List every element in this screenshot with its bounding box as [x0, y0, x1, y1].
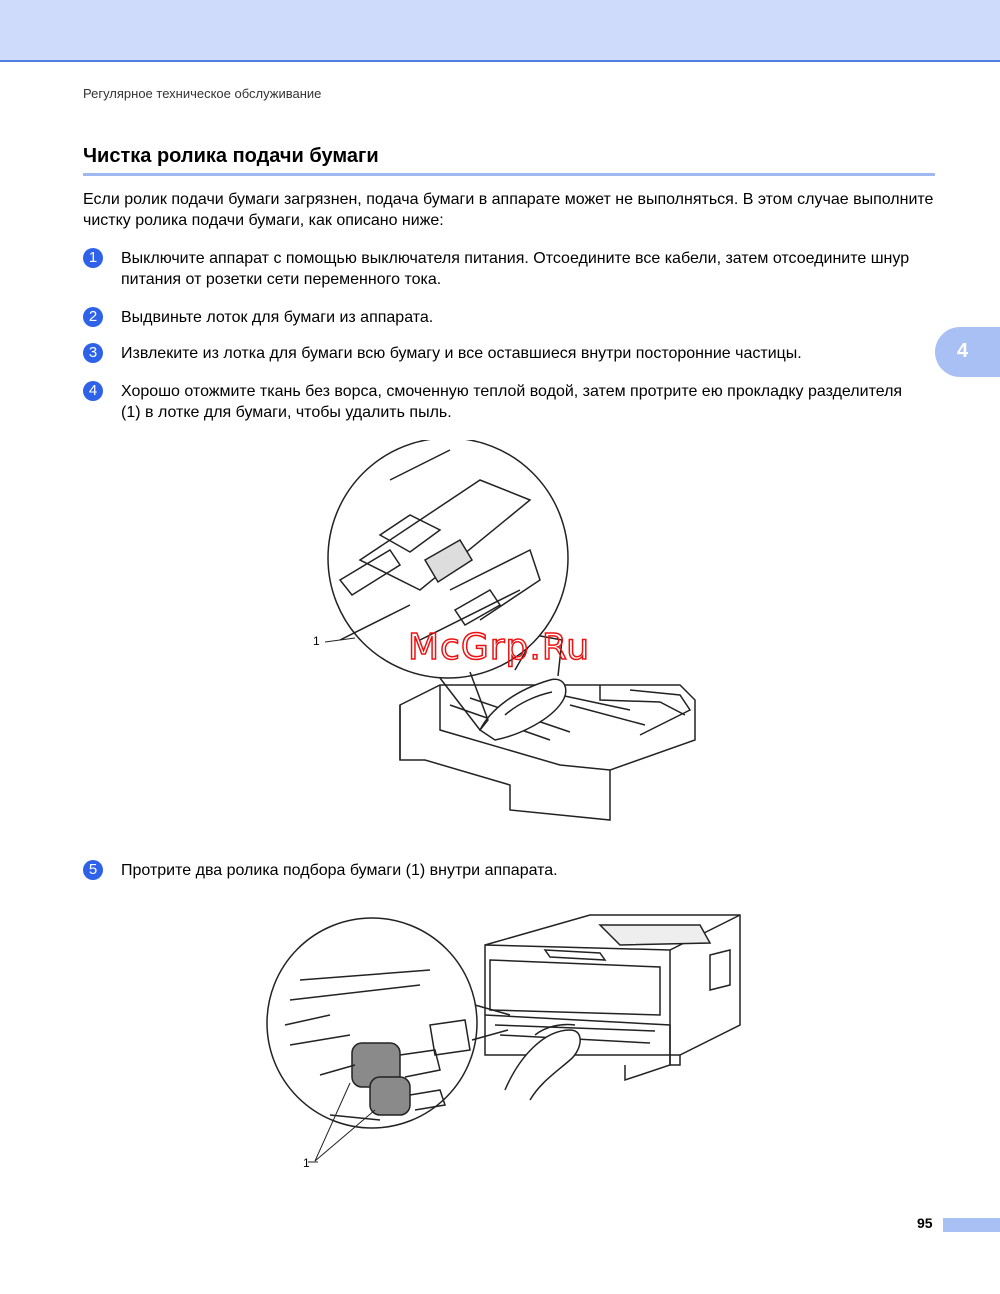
step-number-badge: 2: [83, 307, 103, 327]
top-band: [0, 0, 1000, 62]
printer-rollers-illustration: [260, 905, 750, 1185]
running-header: Регулярное техническое обслуживание: [83, 86, 322, 101]
chapter-tab: [935, 327, 1000, 377]
section-title: Чистка ролика подачи бумаги: [83, 145, 379, 167]
chapter-number: 4: [957, 340, 969, 362]
intro-paragraph: Если ролик подачи бумаги загрязнен, подача бумаги в аппарате может не выполняться. В этом случае выполните чистку ролика подачи бумаги, как описано ниже:: [83, 191, 934, 229]
step-number-badge: 5: [83, 860, 103, 880]
footer-bar: [943, 1218, 1000, 1232]
tray-callout-label: 1: [313, 634, 320, 648]
step-text: Хорошо отожмите ткань без ворса, смоченную теплой водой, затем протрите ею прокладку разделителя (1) в лотке для бумаги, чтобы удалить пыль.: [121, 383, 903, 421]
step-number-badge: 3: [83, 343, 103, 363]
page-number: 95: [917, 1215, 933, 1231]
step-number-badge: 4: [83, 381, 103, 401]
title-underline: [83, 173, 935, 176]
step-text: Протрите два ролика подбора бумаги (1) внутри аппарата.: [121, 862, 558, 879]
step-text: Извлеките из лотка для бумаги всю бумагу и все оставшиеся внутри посторонние частицы.: [121, 345, 802, 362]
step-text: Выдвиньте лоток для бумаги из аппарата.: [121, 309, 434, 326]
rollers-callout-label: 1: [303, 1156, 310, 1170]
step-text: Выключите аппарат с помощью выключателя питания. Отсоедините все кабели, затем отсоедините шнур питания от розетки сети переменного тока.: [121, 250, 910, 288]
step-number-badge: 1: [83, 248, 103, 268]
watermark: McGrp.Ru: [408, 627, 591, 668]
